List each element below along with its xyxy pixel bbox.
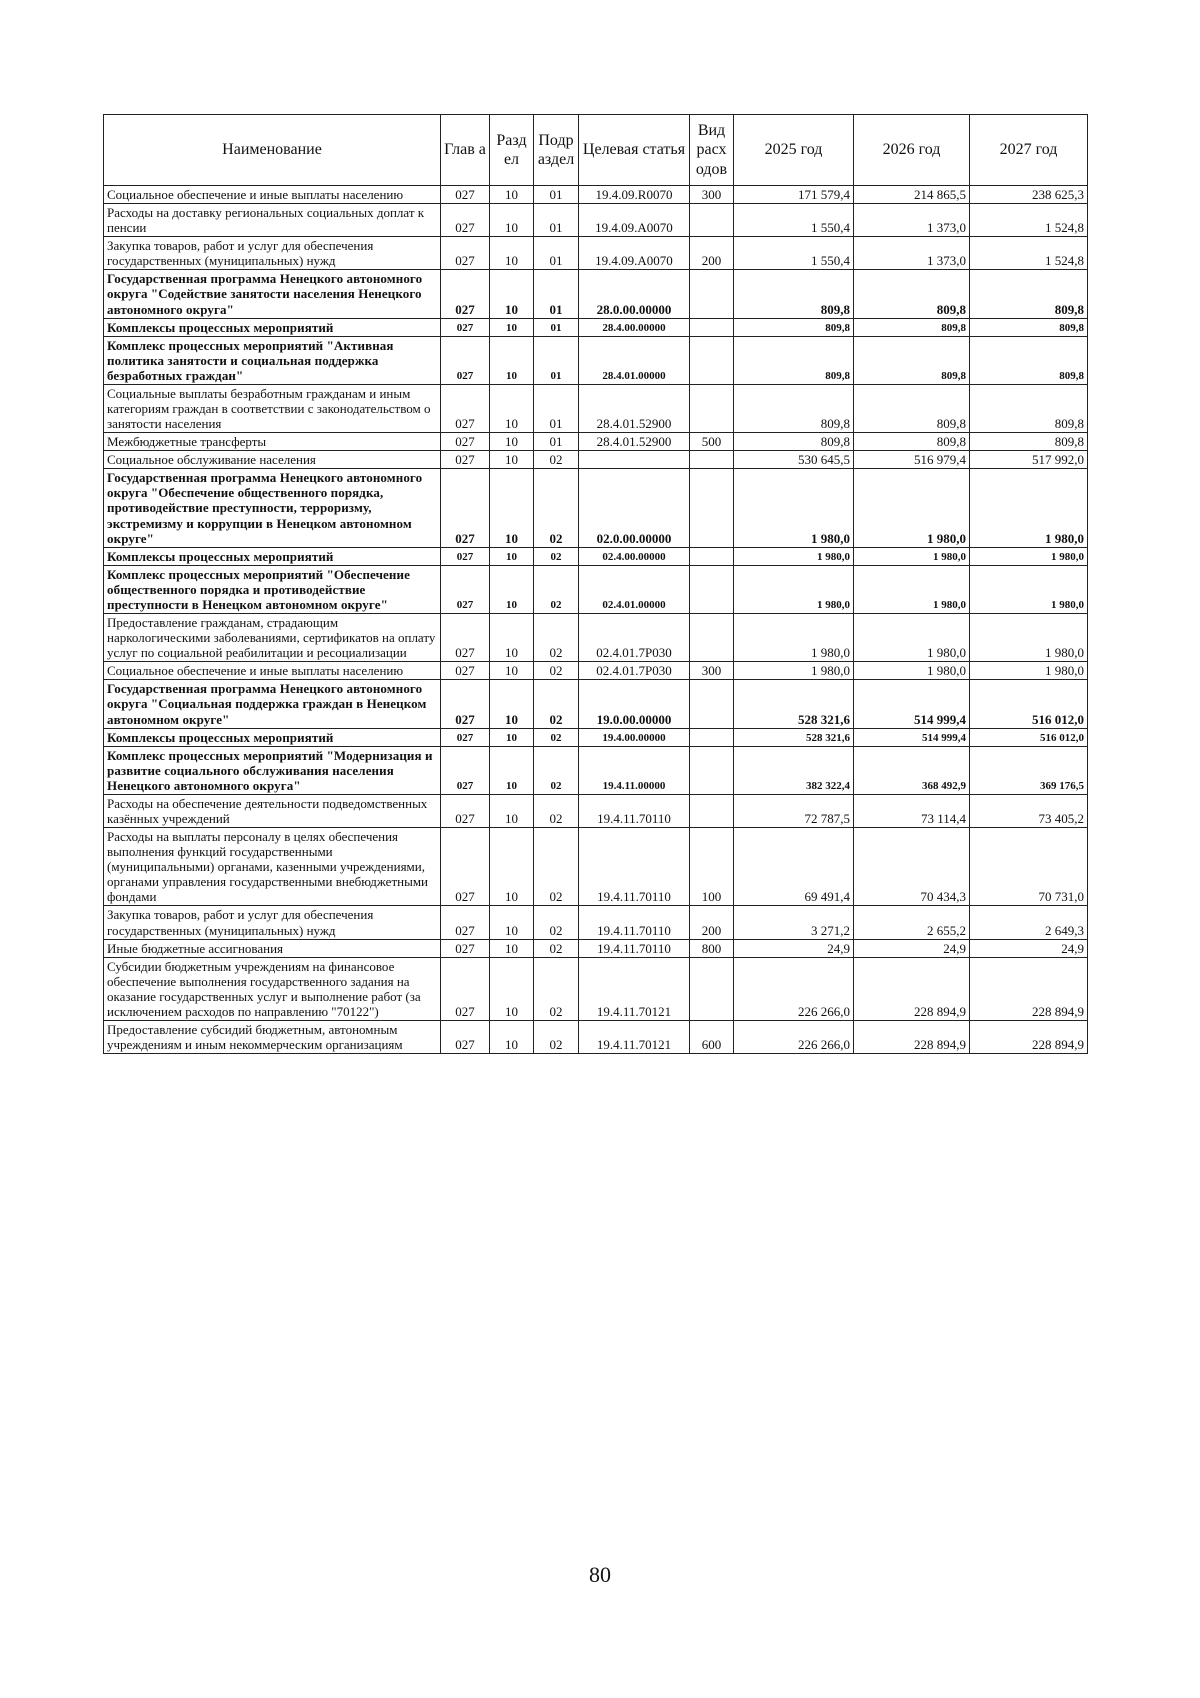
cell-target: 28.4.01.00000	[579, 336, 690, 384]
cell-2026: 228 894,9	[854, 957, 970, 1020]
cell-name: Государственная программа Ненецкого автономного округа "Обеспечение общественного порядка, противодействие преступности, терроризму, экстремизму и коррупции в Ненецком автономном округе"	[104, 469, 441, 547]
cell-razdel: 10	[490, 433, 534, 451]
cell-vid	[690, 469, 734, 547]
cell-2026: 70 434,3	[854, 828, 970, 906]
cell-razdel: 10	[490, 565, 534, 613]
cell-2025: 528 321,6	[734, 728, 854, 746]
cell-podrazdel: 01	[534, 204, 579, 237]
cell-2025: 809,8	[734, 336, 854, 384]
cell-podrazdel: 02	[534, 957, 579, 1020]
table-row	[104, 547, 1088, 565]
cell-name: Субсидии бюджетным учреждениям на финансовое обеспечение выполнения государственного задания на оказание государственных услуг и выполнение работ (за исключением расходов по направлению "70122")	[104, 957, 441, 1020]
cell-target: 19.4.09.А0070	[579, 204, 690, 237]
cell-vid	[690, 746, 734, 794]
cell-target: 19.4.09.А0070	[579, 237, 690, 270]
cell-2026: 809,8	[854, 318, 970, 336]
cell-2026: 1 980,0	[854, 565, 970, 613]
table-row	[104, 728, 1088, 746]
cell-glava: 027	[441, 828, 490, 906]
cell-razdel: 10	[490, 318, 534, 336]
cell-target: 19.4.11.70121	[579, 957, 690, 1020]
table-row	[104, 565, 1088, 613]
cell-vid: 200	[690, 237, 734, 270]
cell-2025: 69 491,4	[734, 828, 854, 906]
header-target: Целевая статья	[579, 115, 690, 186]
table-row	[104, 939, 1088, 957]
cell-podrazdel: 01	[534, 237, 579, 270]
cell-target: 19.4.11.70110	[579, 906, 690, 939]
cell-glava: 027	[441, 728, 490, 746]
cell-2025: 809,8	[734, 384, 854, 432]
cell-razdel: 10	[490, 662, 534, 680]
cell-name: Закупка товаров, работ и услуг для обеспечения государственных (муниципальных) нужд	[104, 906, 441, 939]
header-2026: 2026 год	[854, 115, 970, 186]
cell-2027: 1 980,0	[970, 469, 1088, 547]
cell-2026: 516 979,4	[854, 451, 970, 469]
cell-vid	[690, 318, 734, 336]
table-row	[104, 614, 1088, 662]
header-vid: Вид расх одов	[690, 115, 734, 186]
cell-glava: 027	[441, 451, 490, 469]
cell-name: Иные бюджетные ассигнования	[104, 939, 441, 957]
cell-glava: 027	[441, 746, 490, 794]
cell-target: 19.4.11.00000	[579, 746, 690, 794]
table-row	[104, 662, 1088, 680]
cell-target: 19.4.09.R0070	[579, 186, 690, 204]
table-row	[104, 433, 1088, 451]
cell-podrazdel: 02	[534, 451, 579, 469]
cell-vid	[690, 565, 734, 613]
cell-vid	[690, 270, 734, 318]
cell-2026: 1 980,0	[854, 614, 970, 662]
cell-vid	[690, 728, 734, 746]
cell-2027: 369 176,5	[970, 746, 1088, 794]
cell-name: Государственная программа Ненецкого автономного округа "Содействие занятости населения Ненецкого автономного округа"	[104, 270, 441, 318]
table-row	[104, 828, 1088, 906]
table-row	[104, 237, 1088, 270]
cell-2025: 1 980,0	[734, 614, 854, 662]
cell-2026: 73 114,4	[854, 794, 970, 827]
cell-glava: 027	[441, 680, 490, 728]
cell-2026: 1 980,0	[854, 469, 970, 547]
cell-2025: 809,8	[734, 270, 854, 318]
cell-name: Социальное обслуживание населения	[104, 451, 441, 469]
cell-vid: 100	[690, 828, 734, 906]
cell-2027: 1 524,8	[970, 204, 1088, 237]
cell-2025: 528 321,6	[734, 680, 854, 728]
cell-vid: 300	[690, 186, 734, 204]
cell-2026: 809,8	[854, 433, 970, 451]
header-2027: 2027 год	[970, 115, 1088, 186]
cell-target: 02.4.01.7Р030	[579, 614, 690, 662]
cell-2026: 514 999,4	[854, 728, 970, 746]
cell-glava: 027	[441, 906, 490, 939]
cell-2025: 171 579,4	[734, 186, 854, 204]
cell-name: Комплексы процессных мероприятий	[104, 728, 441, 746]
cell-2027: 516 012,0	[970, 680, 1088, 728]
cell-razdel: 10	[490, 906, 534, 939]
cell-target: 19.4.00.00000	[579, 728, 690, 746]
cell-2026: 809,8	[854, 384, 970, 432]
cell-vid: 600	[690, 1020, 734, 1053]
cell-2025: 530 645,5	[734, 451, 854, 469]
cell-podrazdel: 02	[534, 728, 579, 746]
cell-podrazdel: 02	[534, 614, 579, 662]
cell-vid	[690, 957, 734, 1020]
header-glava: Глав а	[441, 115, 490, 186]
cell-name: Межбюджетные трансферты	[104, 433, 441, 451]
cell-2025: 1 980,0	[734, 662, 854, 680]
cell-2025: 1 980,0	[734, 547, 854, 565]
cell-2025: 382 322,4	[734, 746, 854, 794]
cell-name: Комплекс процессных мероприятий "Активная политика занятости и социальная поддержка безработных граждан"	[104, 336, 441, 384]
cell-razdel: 10	[490, 451, 534, 469]
cell-vid: 500	[690, 433, 734, 451]
cell-target: 19.4.11.70110	[579, 828, 690, 906]
cell-glava: 027	[441, 1020, 490, 1053]
cell-razdel: 10	[490, 469, 534, 547]
cell-podrazdel: 02	[534, 828, 579, 906]
cell-name: Предоставление субсидий бюджетным, автономным учреждениям и иным некоммерческим организациям	[104, 1020, 441, 1053]
cell-2026: 368 492,9	[854, 746, 970, 794]
cell-2025: 1 980,0	[734, 565, 854, 613]
cell-2027: 517 992,0	[970, 451, 1088, 469]
cell-name: Комплексы процессных мероприятий	[104, 318, 441, 336]
cell-2026: 809,8	[854, 336, 970, 384]
cell-podrazdel: 02	[534, 680, 579, 728]
cell-2025: 1 550,4	[734, 237, 854, 270]
table-row	[104, 957, 1088, 1020]
cell-target: 02.4.00.00000	[579, 547, 690, 565]
cell-podrazdel: 02	[534, 746, 579, 794]
cell-glava: 027	[441, 433, 490, 451]
cell-glava: 027	[441, 186, 490, 204]
cell-podrazdel: 01	[534, 336, 579, 384]
cell-razdel: 10	[490, 237, 534, 270]
cell-glava: 027	[441, 939, 490, 957]
cell-target: 19.4.11.70121	[579, 1020, 690, 1053]
cell-razdel: 10	[490, 204, 534, 237]
cell-2027: 809,8	[970, 270, 1088, 318]
table-body	[104, 186, 1088, 1054]
cell-name: Социальное обеспечение и иные выплаты населению	[104, 662, 441, 680]
cell-2026: 228 894,9	[854, 1020, 970, 1053]
cell-razdel: 10	[490, 547, 534, 565]
cell-2026: 214 865,5	[854, 186, 970, 204]
cell-podrazdel: 02	[534, 1020, 579, 1053]
header-name: Наименование	[104, 115, 441, 186]
table-row	[104, 469, 1088, 547]
cell-2025: 72 787,5	[734, 794, 854, 827]
cell-vid	[690, 451, 734, 469]
table-row	[104, 746, 1088, 794]
cell-2026: 514 999,4	[854, 680, 970, 728]
header-razdel: Разд ел	[490, 115, 534, 186]
cell-glava: 027	[441, 662, 490, 680]
cell-razdel: 10	[490, 336, 534, 384]
cell-target: 19.4.11.70110	[579, 794, 690, 827]
cell-2027: 238 625,3	[970, 186, 1088, 204]
cell-podrazdel: 02	[534, 547, 579, 565]
cell-glava: 027	[441, 614, 490, 662]
cell-2026: 1 980,0	[854, 662, 970, 680]
cell-target: 02.0.00.00000	[579, 469, 690, 547]
cell-2027: 809,8	[970, 336, 1088, 384]
cell-vid	[690, 547, 734, 565]
cell-podrazdel: 02	[534, 565, 579, 613]
table-header-row	[104, 115, 1088, 186]
cell-glava: 027	[441, 565, 490, 613]
cell-2026: 1 373,0	[854, 204, 970, 237]
cell-glava: 027	[441, 204, 490, 237]
cell-2027: 1 980,0	[970, 547, 1088, 565]
cell-vid: 800	[690, 939, 734, 957]
cell-razdel: 10	[490, 614, 534, 662]
cell-2027: 809,8	[970, 318, 1088, 336]
cell-name: Государственная программа Ненецкого автономного округа "Социальная поддержка граждан в Ненецком автономном округе"	[104, 680, 441, 728]
cell-razdel: 10	[490, 957, 534, 1020]
cell-2027: 809,8	[970, 433, 1088, 451]
cell-target: 19.4.11.70110	[579, 939, 690, 957]
cell-target: 28.0.00.00000	[579, 270, 690, 318]
table-row	[104, 318, 1088, 336]
table-row	[104, 270, 1088, 318]
cell-razdel: 10	[490, 270, 534, 318]
table-row	[104, 384, 1088, 432]
table-row	[104, 680, 1088, 728]
cell-name: Расходы на обеспечение деятельности подведомственных казённых учреждений	[104, 794, 441, 827]
cell-podrazdel: 01	[534, 384, 579, 432]
header-2025: 2025 год	[734, 115, 854, 186]
cell-2027: 2 649,3	[970, 906, 1088, 939]
cell-podrazdel: 01	[534, 270, 579, 318]
cell-name: Предоставление гражданам, страдающим наркологическими заболеваниями, сертификатов на оплату услуг по социальной реабилитации и ресоциализации	[104, 614, 441, 662]
cell-vid	[690, 336, 734, 384]
cell-2025: 3 271,2	[734, 906, 854, 939]
cell-vid	[690, 204, 734, 237]
cell-glava: 027	[441, 794, 490, 827]
cell-2027: 1 524,8	[970, 237, 1088, 270]
cell-razdel: 10	[490, 1020, 534, 1053]
cell-name: Расходы на выплаты персоналу в целях обеспечения выполнения функций государственными (муниципальными) органами, казенными учреждениями, органами управления государственными внебюджетными фондами	[104, 828, 441, 906]
cell-2027: 809,8	[970, 384, 1088, 432]
cell-2025: 1 550,4	[734, 204, 854, 237]
cell-2027: 228 894,9	[970, 957, 1088, 1020]
table-row	[104, 1020, 1088, 1053]
cell-razdel: 10	[490, 794, 534, 827]
cell-2026: 809,8	[854, 270, 970, 318]
cell-name: Социальное обеспечение и иные выплаты населению	[104, 186, 441, 204]
cell-2025: 226 266,0	[734, 957, 854, 1020]
cell-name: Комплексы процессных мероприятий	[104, 547, 441, 565]
cell-2025: 809,8	[734, 318, 854, 336]
cell-razdel: 10	[490, 939, 534, 957]
cell-podrazdel: 01	[534, 318, 579, 336]
cell-podrazdel: 02	[534, 794, 579, 827]
cell-razdel: 10	[490, 680, 534, 728]
header-podrazdel: Подр аздел	[534, 115, 579, 186]
cell-vid: 300	[690, 662, 734, 680]
cell-2027: 1 980,0	[970, 662, 1088, 680]
cell-2027: 24,9	[970, 939, 1088, 957]
cell-2026: 24,9	[854, 939, 970, 957]
cell-glava: 027	[441, 384, 490, 432]
cell-2025: 226 266,0	[734, 1020, 854, 1053]
table-row	[104, 906, 1088, 939]
cell-podrazdel: 02	[534, 939, 579, 957]
cell-vid: 200	[690, 906, 734, 939]
cell-glava: 027	[441, 318, 490, 336]
cell-2025: 1 980,0	[734, 469, 854, 547]
cell-glava: 027	[441, 469, 490, 547]
cell-2025: 24,9	[734, 939, 854, 957]
cell-razdel: 10	[490, 828, 534, 906]
cell-glava: 027	[441, 336, 490, 384]
table-row	[104, 204, 1088, 237]
cell-podrazdel: 01	[534, 433, 579, 451]
cell-razdel: 10	[490, 186, 534, 204]
cell-2025: 809,8	[734, 433, 854, 451]
cell-name: Расходы на доставку региональных социальных доплат к пенсии	[104, 204, 441, 237]
cell-razdel: 10	[490, 384, 534, 432]
cell-glava: 027	[441, 957, 490, 1020]
page-number: 80	[589, 1562, 611, 1587]
cell-target: 02.4.01.7Р030	[579, 662, 690, 680]
cell-razdel: 10	[490, 746, 534, 794]
cell-target: 28.4.01.52900	[579, 433, 690, 451]
cell-podrazdel: 01	[534, 186, 579, 204]
cell-razdel: 10	[490, 728, 534, 746]
cell-target: 28.4.00.00000	[579, 318, 690, 336]
cell-podrazdel: 02	[534, 469, 579, 547]
cell-2027: 516 012,0	[970, 728, 1088, 746]
cell-2027: 73 405,2	[970, 794, 1088, 827]
budget-table	[103, 114, 1088, 1054]
cell-podrazdel: 02	[534, 662, 579, 680]
cell-2027: 1 980,0	[970, 614, 1088, 662]
cell-name: Закупка товаров, работ и услуг для обеспечения государственных (муниципальных) нужд	[104, 237, 441, 270]
cell-glava: 027	[441, 547, 490, 565]
cell-vid	[690, 794, 734, 827]
cell-2027: 1 980,0	[970, 565, 1088, 613]
cell-vid	[690, 614, 734, 662]
cell-glava: 027	[441, 270, 490, 318]
cell-target	[579, 451, 690, 469]
cell-name: Социальные выплаты безработным гражданам и иным категориям граждан в соответствии с законодательством о занятости населения	[104, 384, 441, 432]
cell-name: Комплекс процессных мероприятий "Обеспечение общественного порядка и противодействие преступности в Ненецком автономном округе"	[104, 565, 441, 613]
table-row	[104, 451, 1088, 469]
cell-2027: 70 731,0	[970, 828, 1088, 906]
cell-2026: 1 980,0	[854, 547, 970, 565]
table-row	[104, 336, 1088, 384]
table-row	[104, 794, 1088, 827]
cell-glava: 027	[441, 237, 490, 270]
table-row	[104, 186, 1088, 204]
cell-name: Комплекс процессных мероприятий "Модернизация и развитие социального обслуживания населения Ненецкого автономного округа"	[104, 746, 441, 794]
cell-vid	[690, 384, 734, 432]
cell-target: 28.4.01.52900	[579, 384, 690, 432]
cell-podrazdel: 02	[534, 906, 579, 939]
cell-2026: 1 373,0	[854, 237, 970, 270]
cell-2026: 2 655,2	[854, 906, 970, 939]
cell-vid	[690, 680, 734, 728]
cell-target: 19.0.00.00000	[579, 680, 690, 728]
cell-target: 02.4.01.00000	[579, 565, 690, 613]
cell-2027: 228 894,9	[970, 1020, 1088, 1053]
